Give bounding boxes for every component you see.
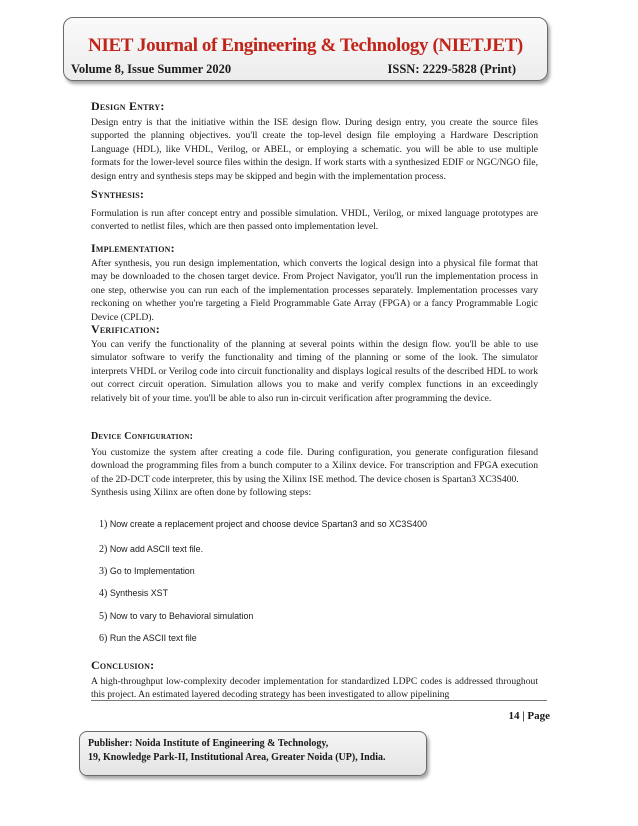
volume-issue: Volume 8, Issue Summer 2020 <box>71 62 232 76</box>
list-item: 1) Now create a replacement project and choose device Spartan3 and so XC3S400 <box>99 519 428 530</box>
section-device-configuration <box>91 430 538 500</box>
section-heading: Design Entry: <box>91 99 165 113</box>
section-heading: Synthesis: <box>91 187 145 201</box>
list-item: 4) Synthesis XST <box>99 588 169 599</box>
section-text: You customize the system after creating a code file. During configuration, you generate configuration filesand download the programming files from a bunch computer to a Xilinx device. For transcription and FPGA execution of the 2D-DCT code interpreter, this by using the Xilinx ISE method. The device chosen is Spartan3 XC3S400. <box>91 447 538 485</box>
section-text: A high-throughput low-complexity decoder implementation for standardized LDPC codes is addressed throughout this project. An estimated layered decoding strategy has been investigated to allow pipelining <box>91 676 538 701</box>
page-number: 14 | Page <box>508 710 550 722</box>
section-heading: Device Configuration: <box>91 431 194 442</box>
journal-header <box>63 17 548 81</box>
section-heading: Conclusion: <box>91 658 155 672</box>
publisher-name: Publisher: Noida Institute of Engineering & Technology, <box>88 738 329 749</box>
section-heading: Verification: <box>91 322 160 336</box>
journal-title: NIET Journal of Engineering & Technology (NIETJET) <box>88 35 523 56</box>
list-item: 6) Run the ASCII text file <box>99 633 197 644</box>
steps-intro: Synthesis using Xilinx are often done by following steps: <box>91 487 312 499</box>
section-conclusion <box>91 658 538 702</box>
section-implementation <box>91 241 538 324</box>
section-text: After synthesis, you run design implementation, which converts the logical design into a physical file format that may be downloaded to the chosen target device. From Project Navigator, you'll run the implementation process in one step, otherwise you can run each of the implementation processes separately. Implementation processes vary reckoning on whether you're targeting a Field Programmable Gate Array (FPGA) or a fancy Programmable Logic Device (CPLD). <box>91 258 538 323</box>
issn: ISSN: 2229-5828 (Print) <box>387 62 516 76</box>
section-text: Formulation is run after concept entry and possible simulation. VHDL, Verilog, or mixed language prototypes are converted to netlist files, which are then passed onto implementation level. <box>91 208 538 233</box>
section-text: You can verify the functionality of the planning at several points within the design flow. you'll be able to use simulator software to verify the functionality and timing of the planning or some of the look. The simulator interprets VHDL or Verilog code into circuit functionality and displays logical results of the described HDL to work out correct circuit operation. Simulation allows you to make and verify complex functions in an exceedingly relatively bit of your time. you'll be able to also run in-circuit verification after programming the device. <box>91 339 538 404</box>
list-item: 5) Now to vary to Behavioral simulation <box>99 611 254 622</box>
footer-divider <box>91 700 547 701</box>
section-heading: Implementation: <box>91 241 175 255</box>
section-synthesis <box>91 187 538 234</box>
publisher-box <box>79 731 427 776</box>
publisher-address: 19, Knowledge Park-II, Institutional Area, Greater Noida (UP), India. <box>88 752 386 763</box>
section-text: Design entry is that the initiative within the ISE design flow. During design entry, you create the source files supported the planning objectives. you'll create the top-level design file employing a Hardware Description Language (HDL), like VHDL, Verilog, or ABEL, or employing a schematic. you will be able to use multiple formats for the lower-level source files within the design. If work starts with a synthesized EDIF or NGC/NGO file, design entry and synthesis steps may be skipped and begin with the implementation process. <box>91 117 538 182</box>
list-item: 3) Go to Implementation <box>99 566 195 577</box>
section-verification <box>91 322 538 405</box>
section-design-entry <box>91 99 538 183</box>
list-item: 2) Now add ASCII text file. <box>99 544 204 555</box>
